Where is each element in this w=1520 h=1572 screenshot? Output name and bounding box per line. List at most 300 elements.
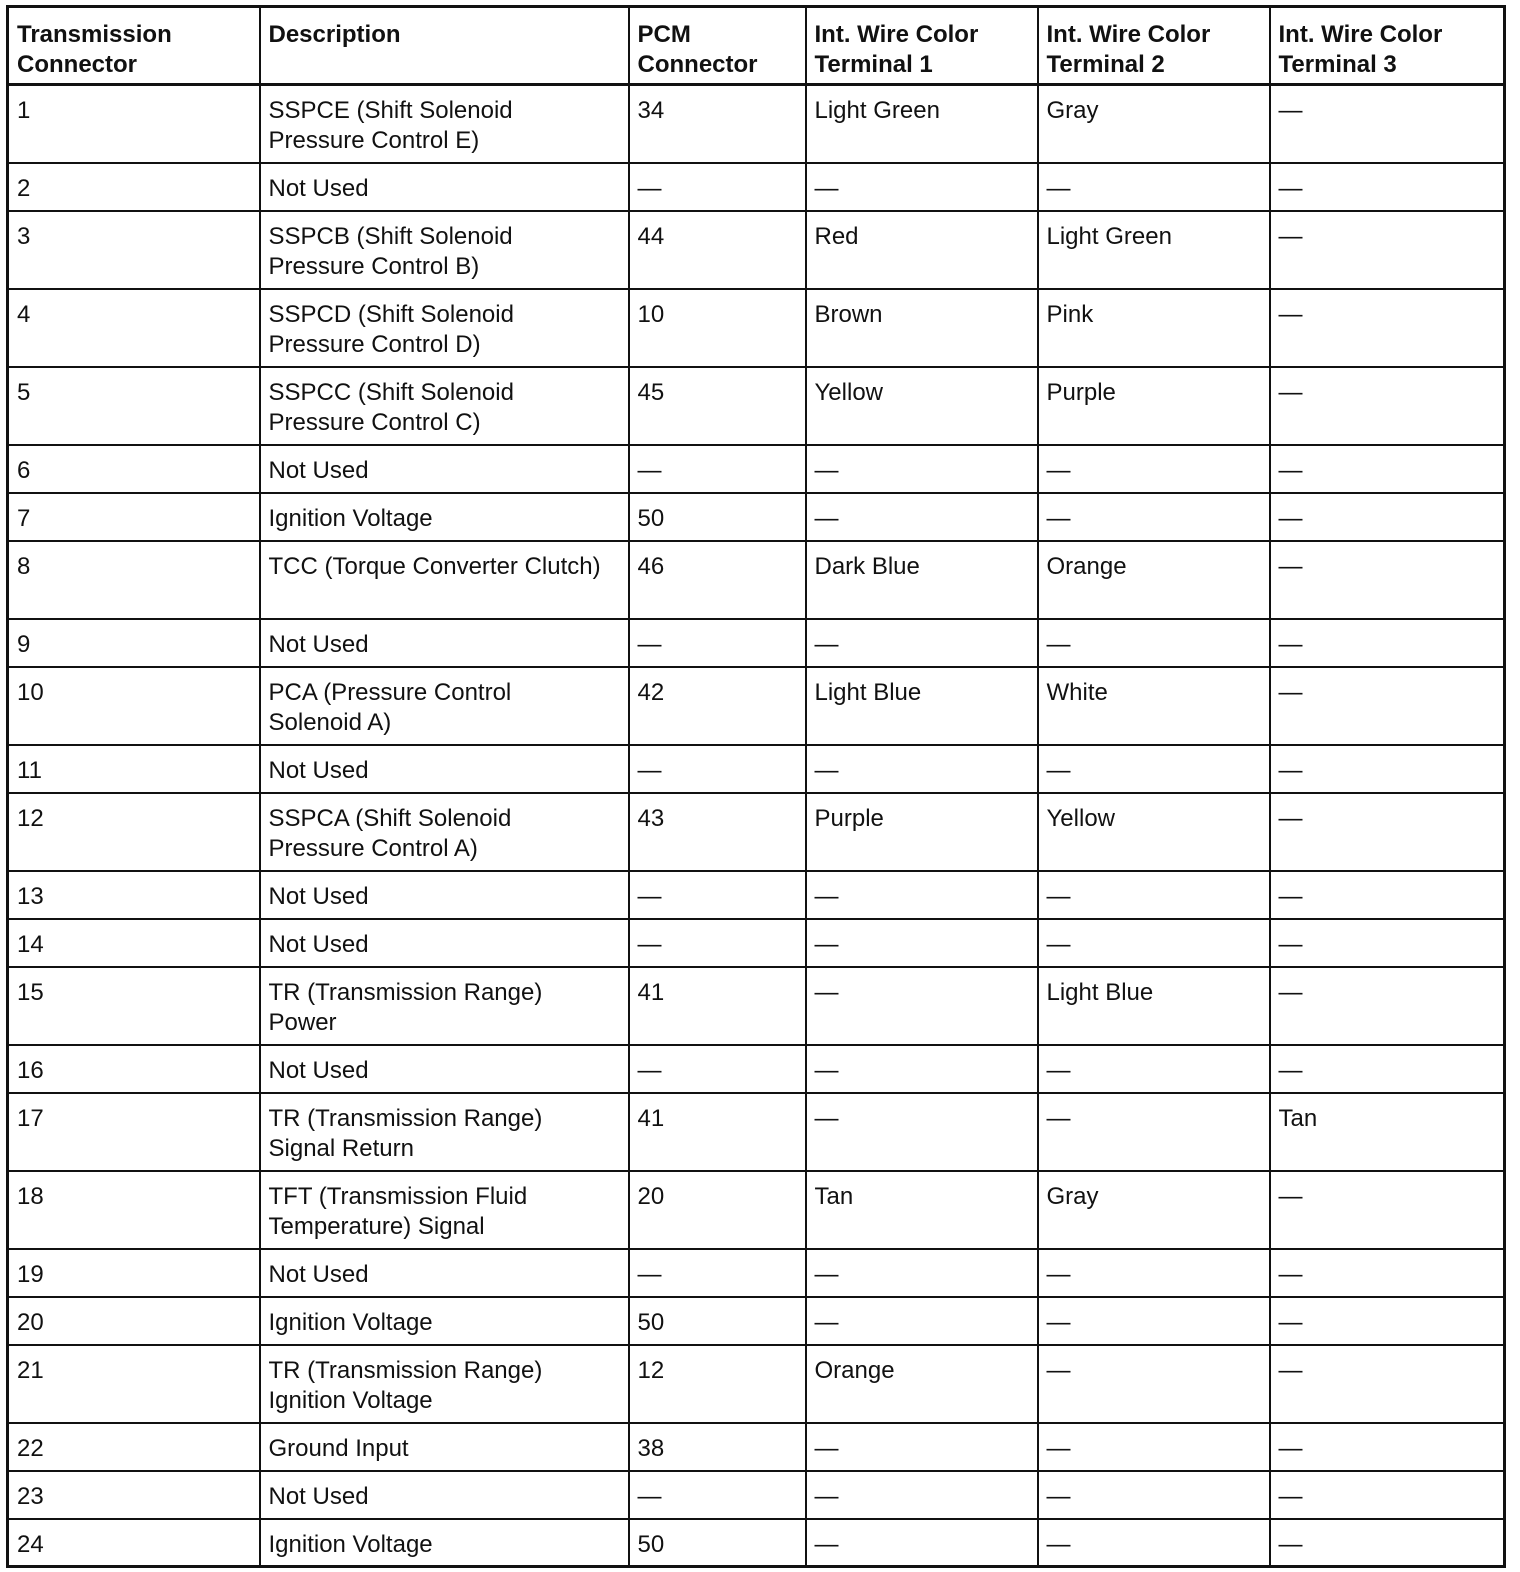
- cell-wire-color-terminal-3: [1270, 967, 1505, 1045]
- cell-wire-color-terminal-1: [806, 1471, 1038, 1519]
- cell-pcm-connector: [629, 1093, 806, 1171]
- cell-wire-color-terminal-3: [1270, 1423, 1505, 1471]
- cell-wire-color-terminal-1: [806, 1093, 1038, 1171]
- cell-wire-color-terminal-2: [1038, 1519, 1270, 1567]
- cell-pcm-connector: [629, 1171, 806, 1249]
- cell-description: [260, 793, 629, 871]
- cell-wire-color-terminal-2: [1038, 163, 1270, 211]
- cell-pcm-connector: [629, 493, 806, 541]
- cell-text-line: 14: [17, 930, 44, 958]
- cell-wire-color-terminal-2: [1038, 445, 1270, 493]
- cell-text-line: —: [814, 1056, 839, 1084]
- cell-wire-color-terminal-1: [806, 667, 1038, 745]
- cell-wire-color-terminal-3: [1270, 1249, 1505, 1297]
- table-row: [8, 493, 1505, 541]
- cell-wire-color-terminal-3: [1270, 1093, 1505, 1171]
- cell-text-line: 19: [17, 1260, 44, 1288]
- table-row: [8, 367, 1505, 445]
- cell-text-line: Signal Return: [268, 1134, 414, 1162]
- cell-text-line: —: [814, 504, 839, 532]
- cell-text-line: —: [1278, 882, 1303, 910]
- cell-text-line: Ground Input: [268, 1434, 409, 1462]
- cell-text-line: Gray: [1046, 1182, 1099, 1210]
- cell-wire-color-terminal-2: [1038, 967, 1270, 1045]
- cell-wire-color-terminal-2: [1038, 289, 1270, 367]
- cell-text-line: Light Blue: [1046, 978, 1154, 1006]
- cell-text-line: 21: [17, 1356, 44, 1384]
- cell-text-line: Pressure Control B): [268, 252, 480, 280]
- header-text-line: Connector: [637, 51, 758, 78]
- cell-text-line: —: [1278, 1482, 1303, 1510]
- cell-text-line: —: [1278, 174, 1303, 202]
- cell-text-line: 23: [17, 1482, 44, 1510]
- cell-text-line: TR (Transmission Range): [268, 978, 543, 1006]
- cell-wire-color-terminal-3: [1270, 1345, 1505, 1423]
- cell-text-line: 3: [17, 222, 31, 250]
- cell-wire-color-terminal-1: [806, 445, 1038, 493]
- cell-description: [260, 919, 629, 967]
- cell-text-line: Not Used: [268, 930, 369, 958]
- cell-text-line: SSPCC (Shift Solenoid: [268, 378, 514, 406]
- cell-text-line: TFT (Transmission Fluid: [268, 1182, 528, 1210]
- header-text-line: Terminal 2: [1046, 51, 1165, 78]
- cell-text-line: —: [1278, 1056, 1303, 1084]
- cell-text-line: Pressure Control E): [268, 127, 480, 154]
- header-text-line: Terminal 3: [1278, 51, 1397, 78]
- cell-text-line: —: [637, 174, 662, 202]
- cell-description: [260, 1249, 629, 1297]
- cell-transmission-connector: [8, 619, 260, 667]
- cell-text-line: Pink: [1046, 300, 1094, 328]
- cell-transmission-connector: [8, 1471, 260, 1519]
- cell-text-line: —: [1278, 300, 1303, 328]
- table-row: [8, 745, 1505, 793]
- cell-wire-color-terminal-2: [1038, 667, 1270, 745]
- cell-wire-color-terminal-2: [1038, 1093, 1270, 1171]
- cell-text-line: —: [1278, 504, 1303, 532]
- cell-text-line: —: [1278, 1260, 1303, 1288]
- cell-text-line: —: [814, 1530, 839, 1558]
- cell-text-line: —: [1278, 1308, 1303, 1336]
- cell-text-line: Brown: [814, 300, 883, 328]
- cell-text-line: 20: [17, 1308, 44, 1336]
- cell-text-line: 9: [17, 630, 31, 658]
- cell-description: [260, 493, 629, 541]
- cell-pcm-connector: [629, 1045, 806, 1093]
- cell-description: [260, 1519, 629, 1567]
- cell-text-line: Ignition Voltage: [268, 504, 433, 532]
- cell-text-line: —: [1046, 456, 1071, 484]
- cell-transmission-connector: [8, 1171, 260, 1249]
- cell-text-line: SSPCA (Shift Solenoid: [268, 804, 512, 832]
- cell-text-line: —: [814, 882, 839, 910]
- cell-wire-color-terminal-3: [1270, 211, 1505, 289]
- cell-text-line: —: [814, 1434, 839, 1462]
- cell-description: [260, 1297, 629, 1345]
- header-text-line: Connector: [17, 51, 137, 78]
- cell-wire-color-terminal-2: [1038, 919, 1270, 967]
- cell-text-line: Not Used: [268, 174, 369, 202]
- cell-wire-color-terminal-1: [806, 541, 1038, 619]
- cell-wire-color-terminal-2: [1038, 1423, 1270, 1471]
- table-row: [8, 871, 1505, 919]
- cell-text-line: Dark Blue: [814, 552, 920, 580]
- table-row: [8, 667, 1505, 745]
- cell-transmission-connector: [8, 493, 260, 541]
- cell-text-line: Not Used: [268, 456, 369, 484]
- cell-text-line: Not Used: [268, 630, 369, 658]
- connector-pinout-table: [6, 5, 1506, 1568]
- cell-description: [260, 1045, 629, 1093]
- cell-text-line: —: [1278, 1356, 1303, 1384]
- cell-wire-color-terminal-3: [1270, 871, 1505, 919]
- cell-text-line: —: [814, 1482, 839, 1510]
- cell-pcm-connector: [629, 289, 806, 367]
- column-header-pcm-connector: [629, 7, 806, 85]
- cell-description: [260, 445, 629, 493]
- cell-text-line: —: [1046, 174, 1071, 202]
- cell-transmission-connector: [8, 1297, 260, 1345]
- cell-text-line: —: [1046, 1260, 1071, 1288]
- cell-transmission-connector: [8, 1249, 260, 1297]
- cell-wire-color-terminal-2: [1038, 493, 1270, 541]
- cell-wire-color-terminal-3: [1270, 1297, 1505, 1345]
- cell-text-line: —: [1046, 1482, 1071, 1510]
- cell-text-line: 16: [17, 1056, 44, 1084]
- header-text-line: Int. Wire Color: [1278, 21, 1443, 48]
- cell-wire-color-terminal-1: [806, 1249, 1038, 1297]
- cell-transmission-connector: [8, 919, 260, 967]
- cell-description: [260, 1471, 629, 1519]
- cell-wire-color-terminal-3: [1270, 667, 1505, 745]
- cell-text-line: 38: [637, 1434, 665, 1462]
- cell-text-line: —: [637, 630, 662, 658]
- cell-pcm-connector: [629, 1345, 806, 1423]
- cell-description: [260, 1345, 629, 1423]
- header-row: [8, 7, 1505, 85]
- cell-text-line: Ignition Voltage: [268, 1530, 433, 1558]
- cell-text-line: 12: [17, 804, 44, 832]
- cell-description: [260, 211, 629, 289]
- cell-wire-color-terminal-2: [1038, 1249, 1270, 1297]
- cell-text-line: 13: [17, 882, 44, 910]
- cell-pcm-connector: [629, 967, 806, 1045]
- cell-wire-color-terminal-1: [806, 289, 1038, 367]
- table-row: [8, 919, 1505, 967]
- cell-transmission-connector: [8, 1519, 260, 1567]
- cell-wire-color-terminal-3: [1270, 289, 1505, 367]
- cell-text-line: —: [1278, 97, 1303, 124]
- cell-text-line: 10: [637, 300, 665, 328]
- cell-text-line: Gray: [1046, 97, 1099, 124]
- cell-transmission-connector: [8, 1045, 260, 1093]
- cell-transmission-connector: [8, 163, 260, 211]
- header-text-line: Int. Wire Color: [1046, 21, 1211, 48]
- cell-description: [260, 289, 629, 367]
- cell-text-line: Pressure Control A): [268, 834, 478, 862]
- cell-pcm-connector: [629, 541, 806, 619]
- cell-text-line: 18: [17, 1182, 44, 1210]
- cell-description: [260, 619, 629, 667]
- cell-text-line: Orange: [814, 1356, 895, 1384]
- cell-text-line: Ignition Voltage: [268, 1386, 433, 1414]
- cell-text-line: 2: [17, 174, 31, 202]
- cell-transmission-connector: [8, 367, 260, 445]
- cell-text-line: 22: [17, 1434, 44, 1462]
- cell-text-line: 50: [637, 1530, 665, 1558]
- table-row: [8, 445, 1505, 493]
- cell-text-line: 43: [637, 804, 665, 832]
- cell-description: [260, 541, 629, 619]
- cell-text-line: 34: [637, 97, 665, 124]
- cell-wire-color-terminal-2: [1038, 745, 1270, 793]
- cell-text-line: Light Blue: [814, 678, 922, 706]
- cell-text-line: 8: [17, 552, 31, 580]
- cell-wire-color-terminal-2: [1038, 541, 1270, 619]
- cell-text-line: 50: [637, 504, 665, 532]
- cell-text-line: Light Green: [814, 97, 940, 124]
- table-row: [8, 1171, 1505, 1249]
- cell-text-line: —: [637, 1482, 662, 1510]
- table-row: [8, 211, 1505, 289]
- cell-wire-color-terminal-1: [806, 85, 1038, 163]
- cell-text-line: —: [1046, 882, 1071, 910]
- cell-text-line: Purple: [814, 804, 884, 832]
- cell-description: [260, 1171, 629, 1249]
- table-row: [8, 967, 1505, 1045]
- cell-text-line: —: [814, 630, 839, 658]
- cell-text-line: Purple: [1046, 378, 1116, 406]
- cell-wire-color-terminal-1: [806, 1045, 1038, 1093]
- header-text-line: PCM: [637, 21, 691, 48]
- cell-text-line: SSPCB (Shift Solenoid: [268, 222, 513, 250]
- cell-pcm-connector: [629, 445, 806, 493]
- column-header-transmission-connector: [8, 7, 260, 85]
- cell-wire-color-terminal-1: [806, 619, 1038, 667]
- cell-text-line: Not Used: [268, 882, 369, 910]
- cell-text-line: —: [1046, 1434, 1071, 1462]
- cell-pcm-connector: [629, 163, 806, 211]
- cell-wire-color-terminal-1: [806, 793, 1038, 871]
- cell-text-line: Tan: [1278, 1104, 1318, 1132]
- table-row: [8, 1471, 1505, 1519]
- cell-description: [260, 85, 629, 163]
- cell-text-line: —: [1278, 1434, 1303, 1462]
- table-header: [8, 7, 1505, 85]
- cell-wire-color-terminal-2: [1038, 85, 1270, 163]
- cell-text-line: SSPCD (Shift Solenoid: [268, 300, 514, 328]
- cell-text-line: Ignition Voltage: [268, 1308, 433, 1336]
- cell-text-line: —: [1278, 1530, 1303, 1558]
- cell-text-line: 24: [17, 1530, 44, 1558]
- cell-wire-color-terminal-1: [806, 211, 1038, 289]
- cell-pcm-connector: [629, 745, 806, 793]
- header-text-line: Terminal 1: [814, 51, 933, 78]
- cell-text-line: Light Green: [1046, 222, 1172, 250]
- cell-description: [260, 871, 629, 919]
- cell-description: [260, 367, 629, 445]
- cell-text-line: Not Used: [268, 1482, 369, 1510]
- column-header-wire-color-terminal-1: [806, 7, 1038, 85]
- cell-text-line: —: [1278, 630, 1303, 658]
- cell-text-line: Power: [268, 1008, 337, 1036]
- cell-text-line: —: [1046, 630, 1071, 658]
- table-row: [8, 289, 1505, 367]
- column-header-description: [260, 7, 629, 85]
- cell-text-line: 6: [17, 456, 31, 484]
- cell-text-line: Temperature) Signal: [268, 1212, 485, 1240]
- cell-text-line: 42: [637, 678, 665, 706]
- table-body: [8, 85, 1505, 1567]
- cell-transmission-connector: [8, 967, 260, 1045]
- cell-text-line: —: [1046, 1356, 1071, 1384]
- table-row: [8, 1345, 1505, 1423]
- table-row: [8, 85, 1505, 163]
- cell-wire-color-terminal-2: [1038, 1171, 1270, 1249]
- cell-text-line: 41: [637, 1104, 665, 1132]
- cell-wire-color-terminal-3: [1270, 1471, 1505, 1519]
- cell-text-line: Red: [814, 222, 859, 250]
- cell-text-line: —: [1046, 504, 1071, 532]
- table-row: [8, 1093, 1505, 1171]
- cell-wire-color-terminal-2: [1038, 367, 1270, 445]
- table-row: [8, 1045, 1505, 1093]
- table-row: [8, 163, 1505, 211]
- cell-transmission-connector: [8, 541, 260, 619]
- cell-wire-color-terminal-1: [806, 745, 1038, 793]
- cell-text-line: —: [1046, 1104, 1071, 1132]
- cell-pcm-connector: [629, 85, 806, 163]
- cell-wire-color-terminal-1: [806, 1171, 1038, 1249]
- cell-text-line: Not Used: [268, 1260, 369, 1288]
- cell-text-line: —: [637, 756, 662, 784]
- header-text-line: Int. Wire Color: [814, 21, 979, 48]
- cell-text-line: —: [814, 930, 839, 958]
- cell-text-line: —: [814, 456, 839, 484]
- cell-wire-color-terminal-3: [1270, 1171, 1505, 1249]
- cell-text-line: 5: [17, 378, 31, 406]
- cell-text-line: —: [637, 930, 662, 958]
- cell-wire-color-terminal-1: [806, 1345, 1038, 1423]
- cell-wire-color-terminal-3: [1270, 1519, 1505, 1567]
- cell-transmission-connector: [8, 1345, 260, 1423]
- cell-text-line: Yellow: [814, 378, 883, 406]
- cell-transmission-connector: [8, 445, 260, 493]
- column-header-wire-color-terminal-3: [1270, 7, 1505, 85]
- cell-pcm-connector: [629, 367, 806, 445]
- cell-text-line: Tan: [814, 1182, 854, 1210]
- cell-text-line: White: [1046, 678, 1108, 706]
- cell-wire-color-terminal-1: [806, 493, 1038, 541]
- cell-wire-color-terminal-3: [1270, 493, 1505, 541]
- cell-text-line: —: [814, 1260, 839, 1288]
- cell-wire-color-terminal-1: [806, 967, 1038, 1045]
- cell-text-line: Solenoid A): [268, 708, 392, 736]
- cell-wire-color-terminal-3: [1270, 793, 1505, 871]
- cell-text-line: —: [637, 882, 662, 910]
- cell-transmission-connector: [8, 871, 260, 919]
- cell-wire-color-terminal-2: [1038, 619, 1270, 667]
- cell-transmission-connector: [8, 793, 260, 871]
- cell-text-line: SSPCE (Shift Solenoid: [268, 97, 513, 124]
- cell-wire-color-terminal-3: [1270, 85, 1505, 163]
- cell-wire-color-terminal-1: [806, 367, 1038, 445]
- cell-description: [260, 745, 629, 793]
- table-row: [8, 541, 1505, 619]
- table-row: [8, 1249, 1505, 1297]
- cell-text-line: —: [814, 1104, 839, 1132]
- cell-text-line: 45: [637, 378, 665, 406]
- cell-pcm-connector: [629, 1519, 806, 1567]
- cell-text-line: —: [1278, 1182, 1303, 1210]
- cell-pcm-connector: [629, 871, 806, 919]
- cell-text-line: —: [1278, 378, 1303, 406]
- cell-text-line: —: [637, 1260, 662, 1288]
- cell-pcm-connector: [629, 1423, 806, 1471]
- cell-description: [260, 667, 629, 745]
- cell-text-line: 17: [17, 1104, 44, 1132]
- cell-pcm-connector: [629, 619, 806, 667]
- cell-text-line: —: [1046, 1308, 1071, 1336]
- cell-wire-color-terminal-3: [1270, 1045, 1505, 1093]
- cell-pcm-connector: [629, 1249, 806, 1297]
- table-row: [8, 619, 1505, 667]
- cell-wire-color-terminal-1: [806, 1423, 1038, 1471]
- cell-text-line: —: [1046, 1530, 1071, 1558]
- cell-text-line: 1: [17, 97, 31, 124]
- cell-wire-color-terminal-2: [1038, 1471, 1270, 1519]
- cell-text-line: 4: [17, 300, 31, 328]
- cell-wire-color-terminal-2: [1038, 1345, 1270, 1423]
- cell-text-line: Pressure Control C): [268, 408, 481, 436]
- cell-transmission-connector: [8, 667, 260, 745]
- cell-text-line: PCA (Pressure Control: [268, 678, 512, 706]
- cell-text-line: —: [1278, 804, 1303, 832]
- cell-wire-color-terminal-3: [1270, 745, 1505, 793]
- cell-wire-color-terminal-3: [1270, 445, 1505, 493]
- cell-wire-color-terminal-1: [806, 163, 1038, 211]
- cell-description: [260, 967, 629, 1045]
- cell-text-line: 41: [637, 978, 665, 1006]
- cell-text-line: TR (Transmission Range): [268, 1356, 543, 1384]
- cell-text-line: 7: [17, 504, 31, 532]
- cell-text-line: 44: [637, 222, 665, 250]
- cell-wire-color-terminal-2: [1038, 871, 1270, 919]
- cell-text-line: —: [814, 174, 839, 202]
- cell-text-line: TCC (Torque Converter Clutch): [268, 552, 601, 580]
- cell-wire-color-terminal-2: [1038, 211, 1270, 289]
- cell-pcm-connector: [629, 793, 806, 871]
- cell-text-line: Orange: [1046, 552, 1127, 580]
- cell-wire-color-terminal-2: [1038, 1297, 1270, 1345]
- cell-text-line: 15: [17, 978, 44, 1006]
- cell-text-line: Yellow: [1046, 804, 1115, 832]
- cell-transmission-connector: [8, 211, 260, 289]
- cell-wire-color-terminal-3: [1270, 163, 1505, 211]
- cell-text-line: —: [1278, 756, 1303, 784]
- cell-text-line: —: [1278, 552, 1303, 580]
- table-row: [8, 1297, 1505, 1345]
- table-row: [8, 1519, 1505, 1567]
- cell-transmission-connector: [8, 745, 260, 793]
- cell-text-line: 20: [637, 1182, 665, 1210]
- cell-text-line: —: [814, 978, 839, 1006]
- cell-pcm-connector: [629, 667, 806, 745]
- cell-text-line: —: [814, 756, 839, 784]
- cell-text-line: Not Used: [268, 756, 369, 784]
- cell-text-line: TR (Transmission Range): [268, 1104, 543, 1132]
- cell-transmission-connector: [8, 1423, 260, 1471]
